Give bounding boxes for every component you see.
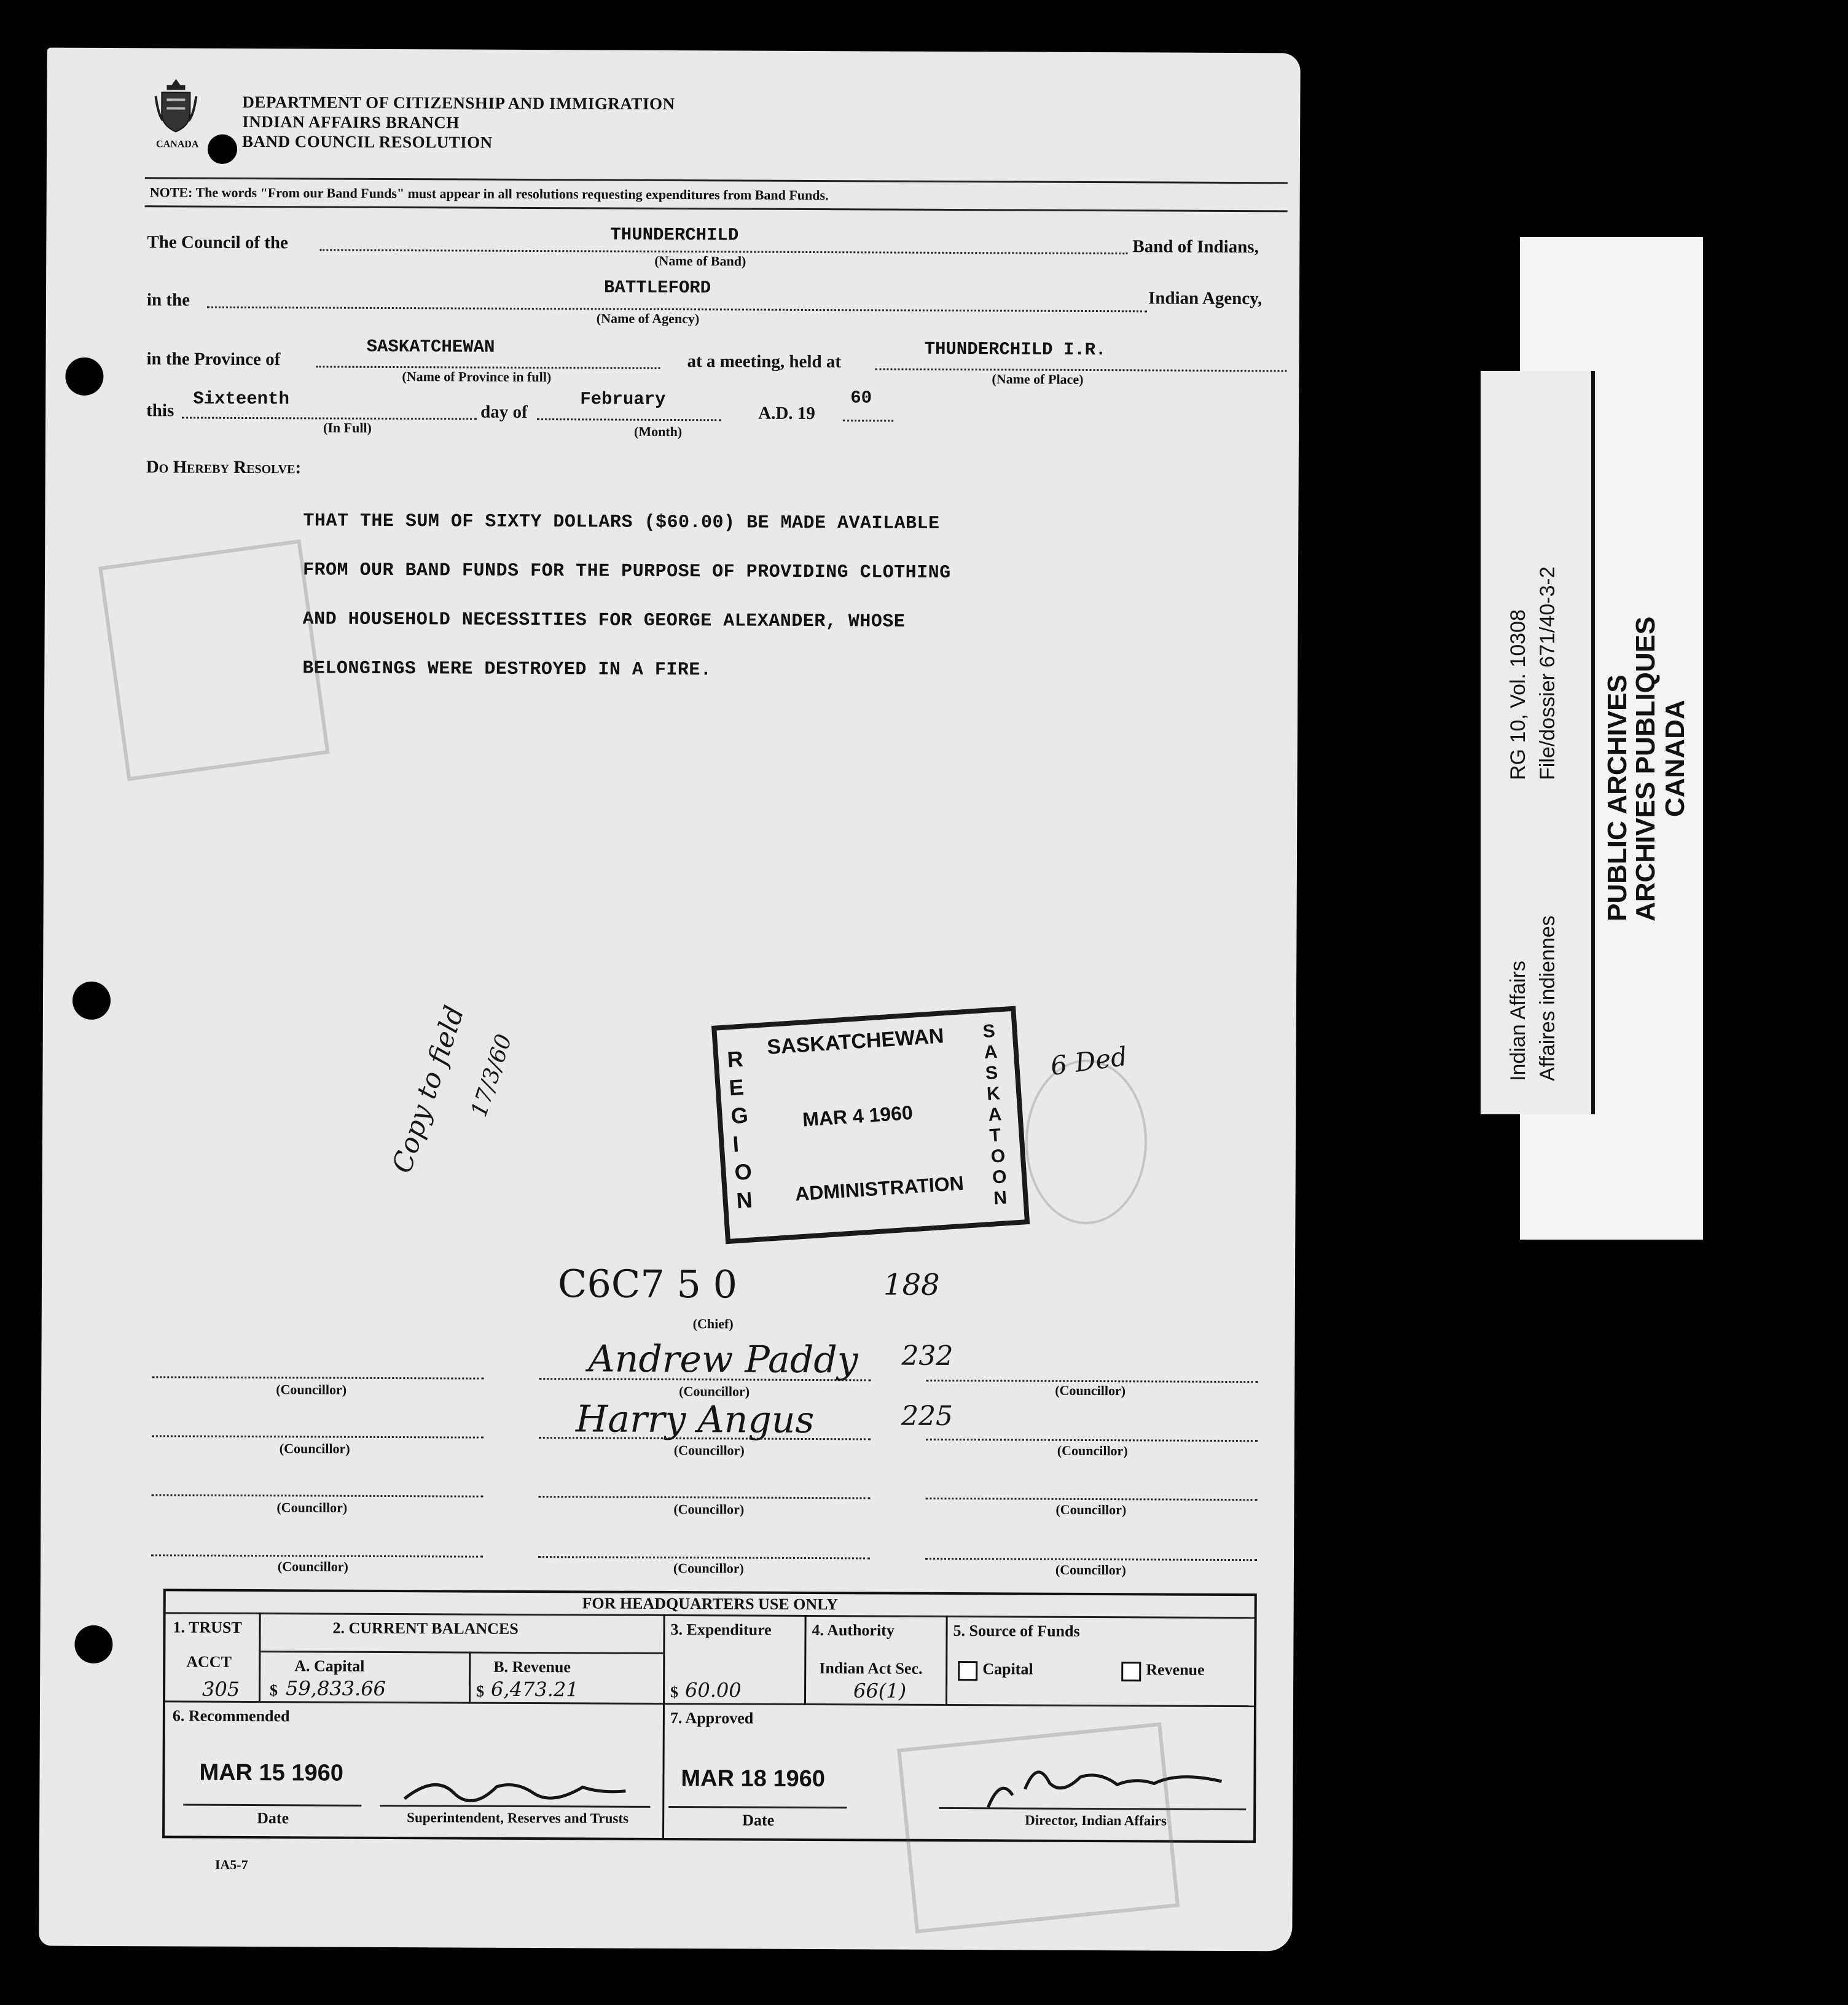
councillor-number-1: 232 — [901, 1340, 953, 1372]
capital-label: A. Capital — [294, 1657, 365, 1675]
month-hint: (Month) — [633, 423, 683, 440]
chief-mark: C6C7 5 0 — [557, 1261, 738, 1307]
province-prefix: in the Province of — [146, 349, 281, 370]
stamp-right: SASKATOON — [982, 1020, 1008, 1209]
year-line — [843, 420, 893, 421]
archive-reference: RG 10, Vol. 10308 — [1506, 609, 1530, 780]
revenue-dollar: $ — [476, 1682, 485, 1700]
trust-label: 1. TRUST — [173, 1618, 242, 1636]
authority-label: 4. Authority — [812, 1621, 895, 1640]
source-label: 5. Source of Funds — [953, 1622, 1080, 1640]
ink-blot — [208, 135, 237, 164]
revenue-value: 6,473.21 — [491, 1677, 579, 1702]
balances-label: 2. CURRENT BALANCES — [332, 1619, 519, 1638]
band-hint: (Name of Band) — [654, 252, 746, 269]
superintendent-label: Superintendent, Reserves and Trusts — [407, 1810, 629, 1826]
councillor-label: (Councillor) — [1055, 1501, 1127, 1518]
signature-line — [926, 1439, 1258, 1442]
band-suffix: Band of Indians, — [1132, 236, 1259, 257]
date-rule — [668, 1806, 847, 1808]
councillor-label: (Councillor) — [279, 1440, 350, 1456]
councillor-signature-2: Harry Angus — [575, 1397, 815, 1442]
councillor-signature-1: Andrew Paddy — [588, 1337, 858, 1382]
councillor-label: (Councillor) — [1057, 1442, 1128, 1459]
resolve-heading: Do Hereby Resolve: — [146, 457, 302, 478]
revenue-label: B. Revenue — [493, 1657, 571, 1676]
approved-date: MAR 18 1960 — [681, 1765, 826, 1792]
day-hint: (In Full) — [323, 420, 372, 436]
stamp-left: REGION — [726, 1045, 753, 1213]
signature-line — [538, 1556, 870, 1559]
province-hint: (Name of Province in full) — [402, 369, 552, 385]
council-prefix: The Council of the — [147, 232, 289, 253]
expenditure-label: 3. Expenditure — [670, 1620, 772, 1639]
note-rule — [145, 205, 1288, 212]
councillor-label: (Councillor) — [673, 1501, 745, 1517]
signature-line — [151, 1554, 483, 1557]
councillor-label: (Councillor) — [277, 1558, 348, 1574]
department-name: DEPARTMENT OF CITIZENSHIP AND IMMIGRATION — [242, 92, 675, 114]
recommended-date: MAR 15 1960 — [199, 1759, 344, 1786]
stamp-bottom: ADMINISTRATION — [794, 1171, 965, 1205]
faded-stamp — [1025, 1060, 1147, 1225]
fonds-french: Affaires indiennes — [1536, 915, 1559, 1081]
superintendent-signature — [398, 1768, 632, 1806]
place-value: THUNDERCHILD I.R. — [924, 338, 1106, 361]
archive-line-1: PUBLIC ARCHIVES — [1602, 674, 1632, 921]
signature-line — [925, 1498, 1257, 1501]
archive-line-2: ARCHIVES PUBLIQUES — [1631, 616, 1661, 921]
hq-rule — [259, 1651, 663, 1654]
rec-date-label: Date — [257, 1809, 289, 1827]
councillor-label: (Councillor) — [673, 1560, 744, 1576]
form-number: IA5-7 — [214, 1856, 248, 1873]
councillor-label: (Councillor) — [1055, 1382, 1126, 1399]
resolution-line-1: THAT THE SUM OF SIXTY DOLLARS ($60.00) BE MADE AVAILABLE — [303, 510, 940, 534]
copy-date-note: 17/3/60 — [466, 1031, 517, 1120]
resolution-line-4: BELONGINGS WERE DESTROYED IN A FIRE. — [302, 658, 712, 681]
councillor-label: (Councillor) — [276, 1499, 348, 1515]
resolution-line-2: FROM OUR BAND FUNDS FOR THE PURPOSE OF PROVIDING CLOTHING — [302, 560, 951, 584]
source-revenue-label: Revenue — [1146, 1660, 1205, 1679]
day-value: Sixteenth — [193, 388, 289, 410]
acct-value: 305 — [202, 1677, 240, 1701]
copy-to-field-note: Copy to field — [386, 1002, 471, 1177]
councillor-label: (Councillor) — [1055, 1561, 1126, 1578]
month-line — [537, 418, 721, 421]
app-date-label: Date — [742, 1811, 775, 1829]
agency-value: BATTLEFORD — [603, 277, 711, 299]
place-hint: (Name of Place) — [992, 371, 1084, 387]
date-rule — [183, 1804, 361, 1807]
acct-label: ACCT — [186, 1652, 232, 1671]
director-label: Director, Indian Affairs — [1025, 1812, 1167, 1829]
month-value: February — [580, 389, 666, 410]
resolution-line-3: AND HOUSEHOLD NECESSITIES FOR GEORGE ALEXANDER, WHOSE — [302, 609, 906, 633]
region-stamp — [711, 1006, 1030, 1245]
faded-stamp — [98, 539, 329, 781]
councillor-label: (Councillor) — [673, 1442, 745, 1458]
faded-stamp — [897, 1722, 1180, 1934]
branch-name: INDIAN AFFAIRS BRANCH — [242, 112, 460, 132]
hq-divider — [469, 1652, 471, 1702]
councillor-label: (Councillor) — [276, 1382, 347, 1397]
signature-rule — [380, 1805, 650, 1808]
stamp-date: MAR 4 1960 — [802, 1101, 914, 1131]
hq-title: FOR HEADQUARTERS USE ONLY — [582, 1594, 838, 1614]
punch-hole — [72, 982, 111, 1020]
in-the: in the — [146, 290, 190, 310]
document-page — [39, 48, 1300, 1952]
signature-line — [152, 1376, 484, 1379]
councillor-label: (Councillor) — [679, 1383, 750, 1399]
this-label: this — [146, 401, 174, 421]
signature-line — [925, 1558, 1257, 1561]
source-capital-label: Capital — [982, 1660, 1033, 1678]
punch-hole — [74, 1625, 112, 1663]
capital-checkbox[interactable] — [958, 1661, 977, 1681]
archive-file: File/dossier 671/40-3-2 — [1536, 566, 1559, 780]
side-note: 6 Ded — [1048, 1041, 1129, 1082]
band-name-value: THUNDERCHILD — [610, 224, 739, 246]
hq-divider — [259, 1612, 261, 1701]
crest-caption: CANADA — [156, 139, 199, 150]
hq-divider — [662, 1614, 665, 1839]
approved-label: 7. Approved — [670, 1709, 754, 1727]
agency-suffix: Indian Agency, — [1148, 288, 1263, 309]
signature-line — [538, 1496, 870, 1499]
revenue-checkbox[interactable] — [1121, 1662, 1141, 1681]
agency-hint: (Name of Agency) — [596, 310, 700, 327]
hq-divider — [804, 1615, 807, 1703]
chief-label: (Chief) — [692, 1316, 734, 1332]
recommended-label: 6. Recommended — [172, 1706, 290, 1726]
header-rule — [145, 177, 1288, 184]
province-value: SASKATCHEWAN — [366, 336, 495, 358]
form-title: BAND COUNCIL RESOLUTION — [242, 131, 493, 152]
canada-crest-icon — [154, 77, 197, 139]
chief-number: 188 — [883, 1267, 940, 1302]
ad-label: A.D. 19 — [758, 403, 815, 424]
capital-dollar: $ — [270, 1681, 278, 1700]
band-funds-note: NOTE: The words "From our Band Funds" must appear in all resolutions requesting expenditures from Band Funds. — [149, 184, 829, 203]
stamp-top: SASKATCHEWAN — [766, 1024, 945, 1060]
archive-line-3: CANADA — [1660, 700, 1690, 817]
act-section-value: 66(1) — [853, 1679, 907, 1703]
expenditure-dollar: $ — [670, 1683, 679, 1702]
year-value: 60 — [850, 388, 872, 408]
day-of-label: day of — [480, 402, 528, 422]
fonds-english: Indian Affairs — [1506, 961, 1530, 1081]
councillor-number-2: 225 — [901, 1400, 953, 1432]
act-section-label: Indian Act Sec. — [819, 1659, 923, 1678]
expenditure-value: 60.00 — [685, 1678, 742, 1702]
signature-line — [151, 1494, 483, 1497]
capital-value: 59,833.66 — [286, 1676, 386, 1700]
signature-line — [152, 1435, 484, 1438]
meeting-prefix: at a meeting, held at — [687, 351, 842, 372]
hq-divider — [946, 1616, 948, 1704]
punch-hole — [65, 358, 103, 396]
